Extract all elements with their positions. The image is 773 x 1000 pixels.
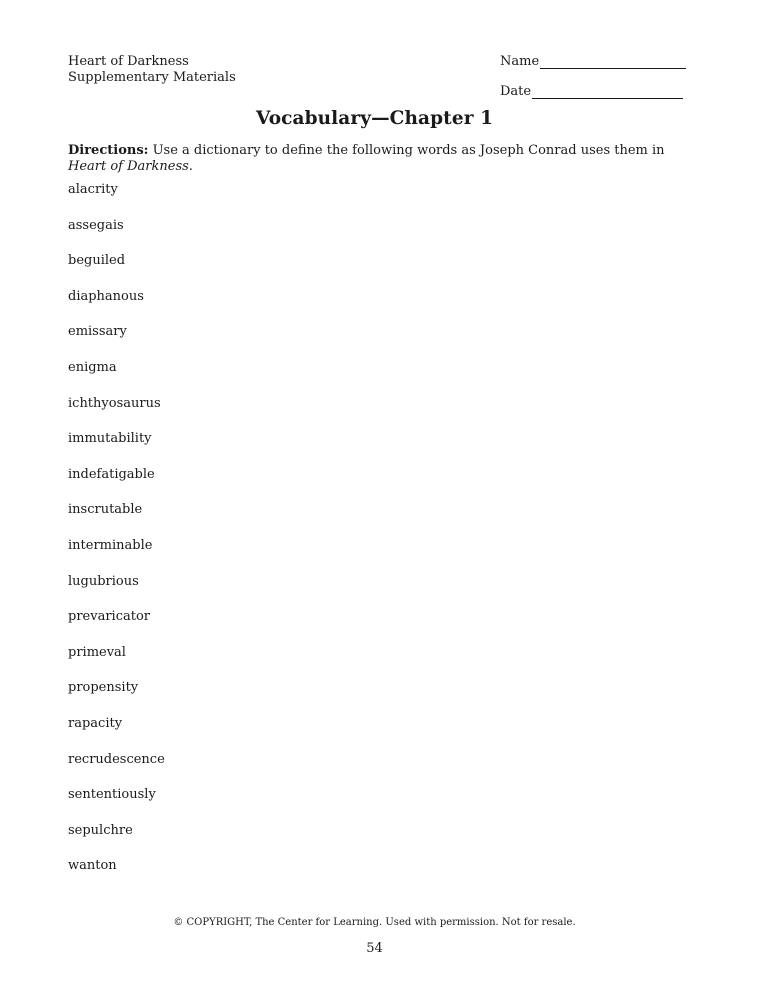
vocabulary-list — [68, 182, 165, 894]
page-number: 54 — [366, 941, 383, 956]
date-label: Date — [500, 83, 532, 99]
date-line — [500, 84, 690, 99]
vocab-word: emissary — [68, 324, 127, 340]
page-title: Vocabulary—Chapter 1 — [255, 108, 494, 129]
directions-text: Use a dictionary to define the following words as Joseph Conrad uses them in — [148, 143, 665, 158]
name-line — [500, 54, 690, 69]
vocab-word: rapacity — [68, 715, 123, 731]
vocab-word: inscrutable — [68, 502, 143, 518]
book-title: Heart of Darkness — [68, 54, 189, 69]
vocab-word: enigma — [68, 359, 117, 375]
vocab-word: sepulchre — [68, 822, 133, 838]
date-blank[interactable] — [532, 87, 683, 99]
vocab-word: assegais — [68, 217, 124, 233]
vocab-word: indefatigable — [68, 466, 155, 482]
materials-subtitle: Supplementary Materials — [68, 69, 236, 85]
vocab-word: beguiled — [68, 253, 126, 269]
directions — [68, 143, 698, 175]
vocab-word: propensity — [68, 680, 139, 696]
directions-label: Directions: — [68, 143, 149, 158]
vocab-word: primeval — [68, 644, 126, 660]
name-blank[interactable] — [540, 57, 686, 69]
vocab-word: interminable — [68, 537, 153, 553]
directions-end: . — [188, 159, 193, 174]
vocab-word: prevaricator — [68, 609, 150, 625]
vocab-word: diaphanous — [68, 288, 144, 304]
header-left — [68, 54, 236, 85]
vocab-word: sententiously — [68, 787, 156, 803]
vocab-word: recrudescence — [68, 751, 165, 767]
copyright-footer: © COPYRIGHT, The Center for Learning. Used with permission. Not for resale. — [173, 917, 576, 928]
vocab-word: alacrity — [68, 182, 118, 197]
vocab-word: ichthyosaurus — [68, 395, 161, 411]
vocab-word: lugubrious — [68, 573, 139, 589]
name-label: Name — [500, 53, 540, 69]
vocab-word: wanton — [68, 858, 117, 874]
directions-book-title: Heart of Darkness — [68, 159, 189, 174]
header-right — [500, 54, 690, 99]
vocab-word: immutability — [68, 431, 152, 447]
